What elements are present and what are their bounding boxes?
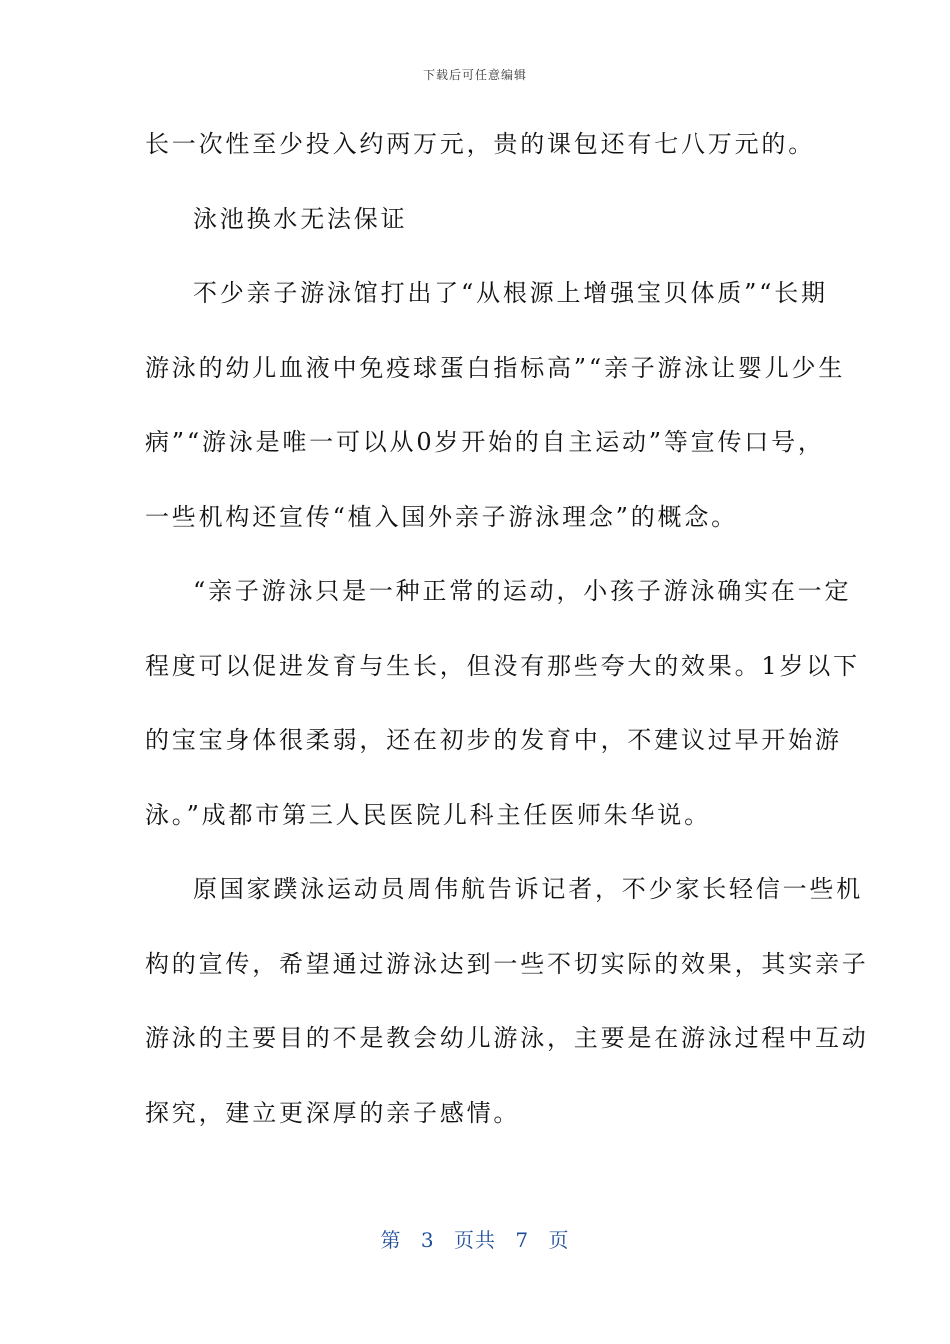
body-line: 原国家蹼泳运动员周伟航告诉记者，不少家长轻信一些机 xyxy=(193,875,863,903)
body-line: 程度可以促进发育与生长，但没有那些夸大的效果。1岁以下 xyxy=(145,651,860,680)
footer-di: 第 xyxy=(380,1228,402,1252)
body-line: 构的宣传，希望通过游泳达到一些不切实际的效果，其实亲子 xyxy=(145,949,869,978)
page-footer xyxy=(0,1224,950,1253)
body-line: 游泳的幼儿血液中免疫球蛋白指标高”“亲子游泳让婴儿少生 xyxy=(145,353,846,382)
body-line: 病”“游泳是唯一可以从0岁开始的自主运动”等宣传口号， xyxy=(145,428,825,456)
footer-ye: 页 xyxy=(548,1228,570,1252)
body-line: 长一次性至少投入约两万元，贵的课包还有七八万元的。 xyxy=(145,130,815,158)
body-line: 不少亲子游泳馆打出了“从根源上增强宝贝体质”“长期 xyxy=(193,279,828,307)
footer-current-page: 3 xyxy=(420,1228,435,1252)
footer-ye-gong: 页共 xyxy=(454,1228,496,1252)
body-line: 一些机构还宣传“植入国外亲子游泳理念”的概念。 xyxy=(145,502,738,531)
body-line: 探究，建立更深厚的亲子感情。 xyxy=(145,1098,521,1127)
page-header: 下载后可任意编辑 xyxy=(422,68,527,82)
document-body xyxy=(145,124,869,1167)
section-heading: 泳池换水无法保证 xyxy=(193,204,408,233)
body-line: 游泳的主要目的不是教会幼儿游泳，主要是在游泳过程中互动 xyxy=(145,1024,869,1052)
footer-total-pages: 7 xyxy=(515,1228,530,1252)
body-line: 的宝宝身体很柔弱，还在初步的发育中，不建议过早开始游 xyxy=(145,726,842,754)
body-line: “亲子游泳只是一种正常的运动，小孩子游泳确实在一定 xyxy=(193,577,852,605)
body-line: 泳。”成都市第三人民医院儿科主任医师朱华说。 xyxy=(145,800,711,829)
